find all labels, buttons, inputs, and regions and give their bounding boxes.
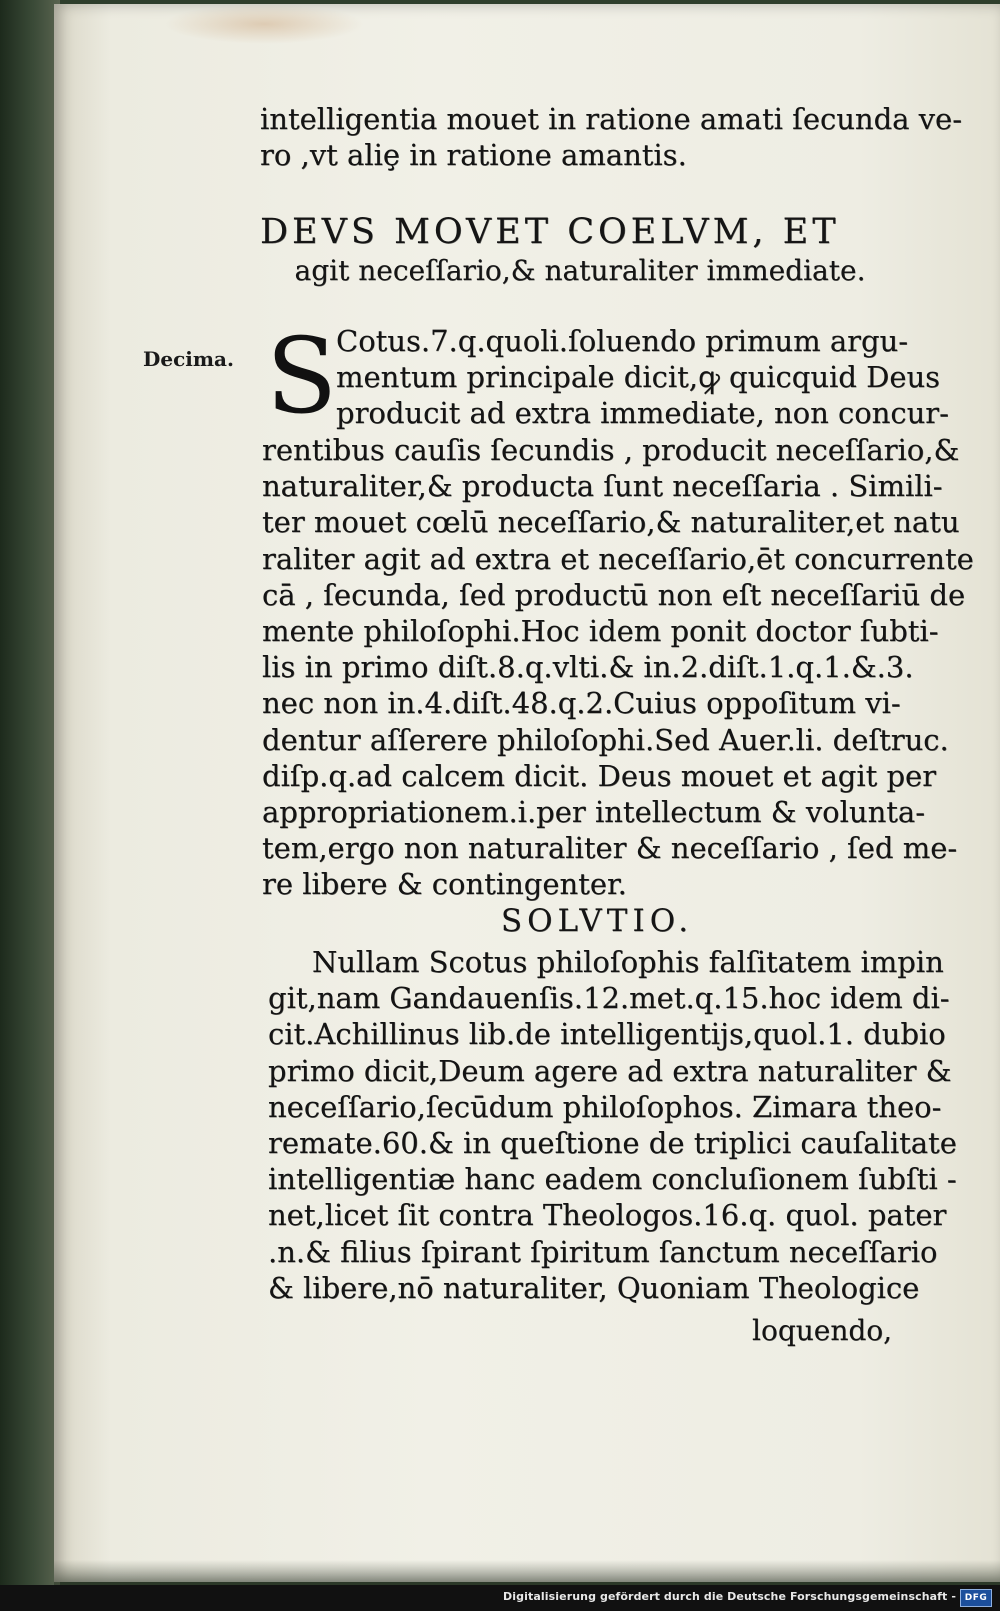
- text-line: intelligentiæ hanc eadem concluſionem ſubſti -: [268, 1162, 957, 1197]
- text-line: mentum principale dicit,ꝙ quicquid Deus: [336, 360, 941, 395]
- book-binding: [0, 0, 60, 1585]
- text-line: tem,ergo non naturaliter & neceſſario , ſed me-: [262, 831, 958, 866]
- dfg-logo-icon: DFG: [960, 1589, 992, 1607]
- page-bottom-shadow: [54, 1560, 1000, 1586]
- text-line: appropriationem.i.per intellectum & volunta-: [262, 795, 925, 830]
- text-line: primo dicit,Deum agere ad extra naturaliter &: [268, 1053, 952, 1088]
- text-line: rentibus cauſis ſecundis , producit neceſſario,&: [262, 433, 960, 467]
- dropcap-lines: [336, 323, 949, 432]
- text-line: naturaliter,& producta ſunt neceſſaria . Simili-: [262, 469, 943, 504]
- page-stain: [164, 4, 364, 44]
- text-line: git,nam Gandauenſis.12.met.q.15.hoc idem di-: [268, 981, 950, 1016]
- catchword: loquendo,: [752, 1314, 893, 1347]
- text-line: & libere,nō naturaliter, Quoniam Theologice: [268, 1270, 920, 1305]
- text-line: dentur aſſerere philoſophi.Sed Auer.li. deſtruc.: [262, 722, 949, 757]
- text-line: cit.Achillinus lib.de intelligentijs,quol.1. dubio: [268, 1017, 946, 1052]
- solutio-lines: [268, 944, 957, 1306]
- text-line: raliter agit ad extra et neceſſario,ēt concurrente: [262, 541, 974, 576]
- text-line: diſp.q.ad calcem dicit. Deus mouet et agit per: [262, 758, 937, 793]
- text-line: neceſſario,ſecūdum philoſophos. Zimara theo-: [268, 1089, 942, 1124]
- text-line: intelligentia mouet in ratione amati ſecunda ve-: [260, 102, 963, 136]
- text-line: cā , ſecunda, ſed productū non eſt neceſſariū de: [262, 577, 966, 612]
- drop-capital: S: [266, 315, 338, 437]
- intro-lines: [260, 101, 962, 173]
- text-line: nec non in.4.diſt.48.q.2.Cuius oppoſitum vi-: [262, 686, 901, 721]
- text-line: Cotus.7.q.quoli.ſoluendo primum argu-: [336, 324, 909, 358]
- margin-note: Decima.: [143, 347, 234, 371]
- digitization-footer: [0, 1585, 1000, 1611]
- text-line: ro ,vt aliȩ in ratione amantis.: [260, 138, 687, 173]
- text-line: re libere & contingenter.: [262, 867, 627, 902]
- section-subheading: agit neceſſario,& naturaliter immediate.: [294, 254, 866, 287]
- text-line: ter mouet cœlū neceſſario,& naturaliter,et natu: [262, 505, 960, 540]
- text-line: mente philoſophi.Hoc idem ponit doctor ſubti-: [262, 614, 939, 649]
- text-line: remate.60.& in queſtione de triplici cauſalitate: [268, 1126, 957, 1161]
- text-line: Nullam Scotus philoſophis falſitatem impin: [312, 945, 944, 979]
- section-heading: DEVS MOVET COELVM, ET: [260, 212, 840, 252]
- footer-credit: Digitalisierung gefördert durch die Deutsche Forschungsgemeinschaft -: [503, 1590, 956, 1603]
- solutio-heading: SOLVTIO.: [500, 903, 694, 939]
- text-line: net,licet ſit contra Theologos.16.q. quol. pater: [268, 1198, 947, 1233]
- text-line: lis in primo diſt.8.q.vlti.& in.2.diſt.1.q.1.&.3.: [262, 650, 914, 685]
- text-line: .n.& filius ſpirant ſpiritum ſanctum neceſſario: [268, 1234, 938, 1269]
- body-lines: [262, 432, 974, 903]
- text-line: producit ad extra immediate, non concur-: [336, 396, 949, 431]
